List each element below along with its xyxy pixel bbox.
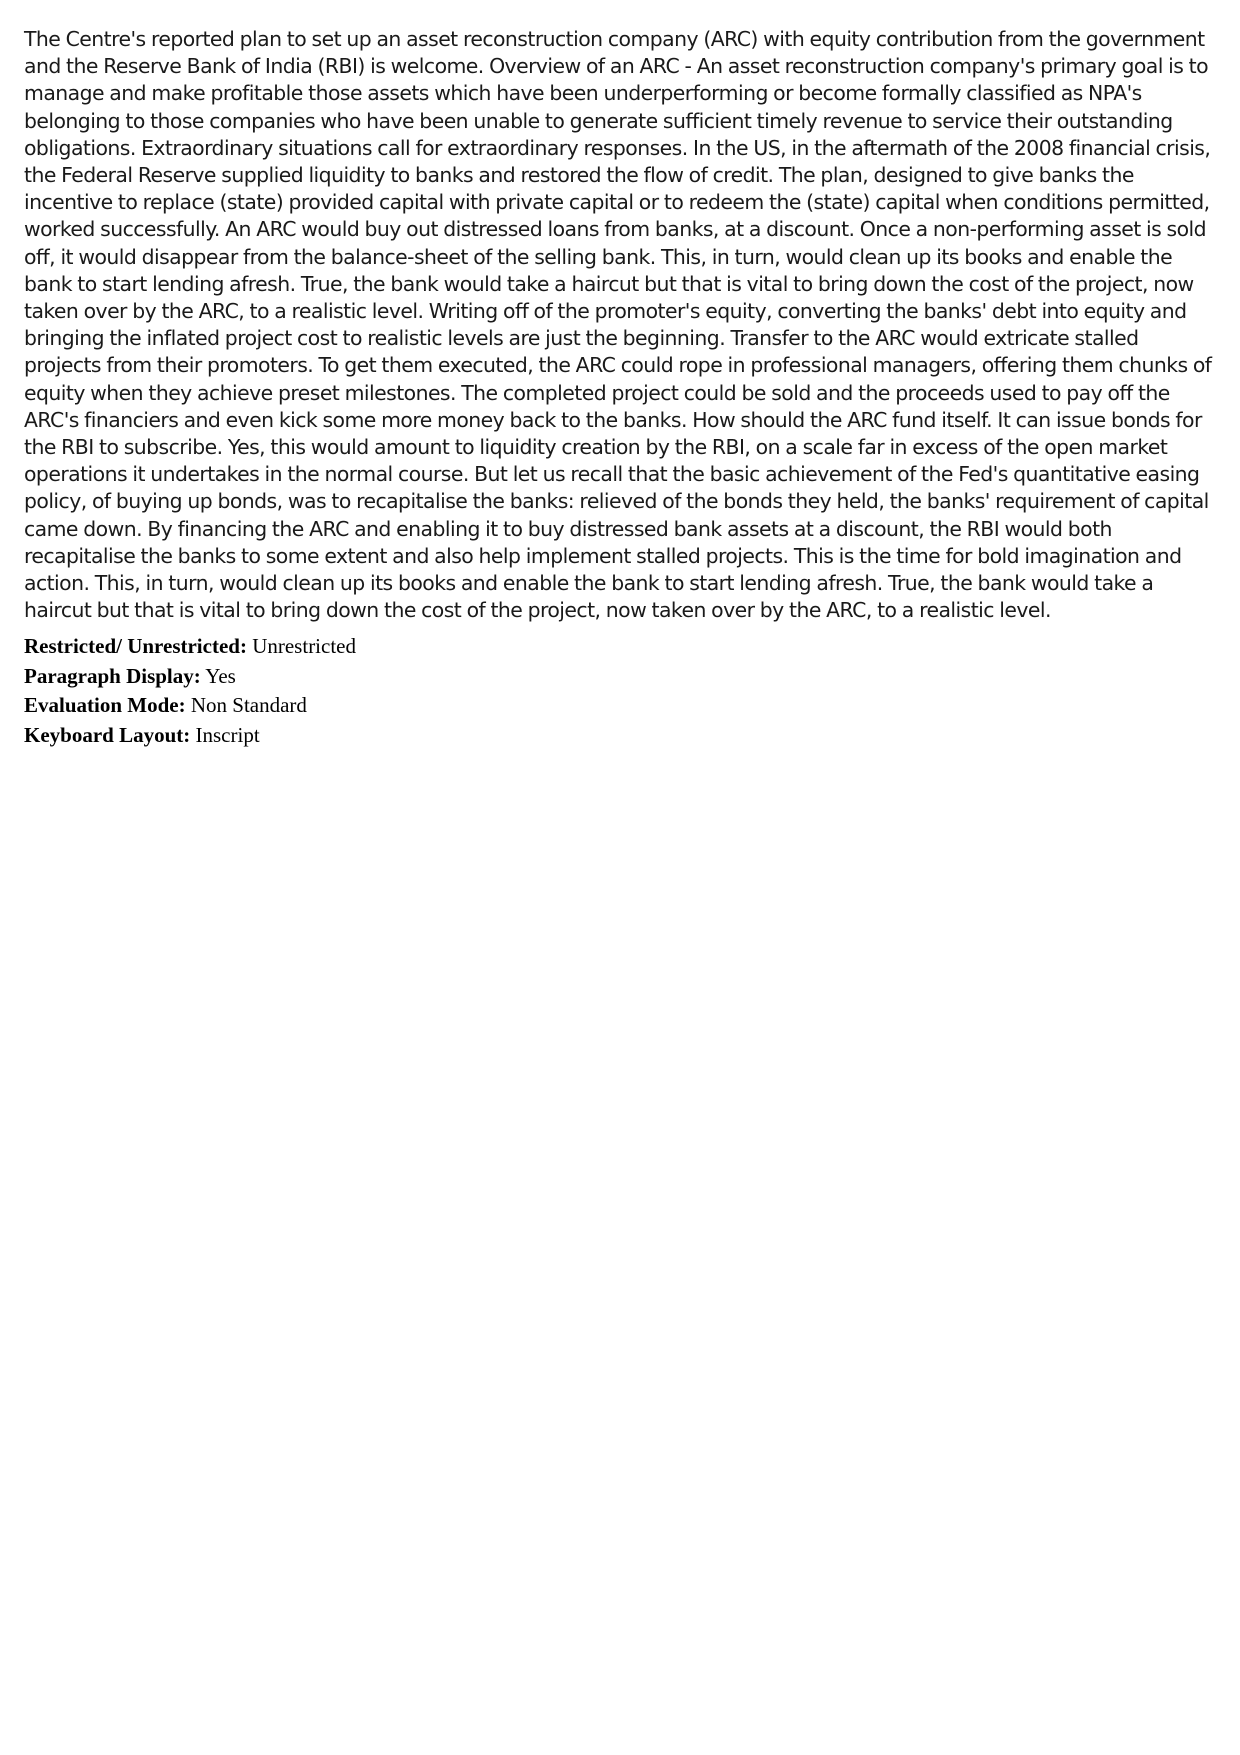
meta-paragraph-display-value: Yes: [205, 663, 236, 688]
meta-restricted: [24, 632, 1216, 662]
metadata-list: [24, 632, 1216, 750]
meta-paragraph-display: [24, 662, 1216, 692]
meta-paragraph-display-label: Paragraph Display:: [24, 663, 201, 688]
meta-evaluation-mode-value: Non Standard: [190, 693, 307, 718]
meta-keyboard-layout: [24, 721, 1216, 751]
passage-text: The Centre's reported plan to set up an asset reconstruction company (ARC) with equity contribution from the government and the Reserve Bank of India (RBI) is welcome. Overview of an ARC - An asset reconstruction company's primary goal is to manage and make profitable those assets which have been underperforming or become formally classified as NPA's belonging to those companies who have been unable to generate sufficient timely revenue to service their outstanding obligations. Extraordinary situations call for extraordinary responses. In the US, in the aftermath of the 2008 financial crisis, the Federal Reserve supplied liquidity to banks and restored the flow of credit. The plan, designed to give banks the incentive to replace (state) provided capital with private capital or to redeem the (state) capital when conditions permitted, worked successfully. An ARC would buy out distressed loans from banks, at a discount. Once a non-performing asset is sold off, it would disappear from the balance-sheet of the selling bank. This, in turn, would clean up its books and enable the bank to start lending afresh. True, the bank would take a haircut but that is vital to bring down the cost of the project, now taken over by the ARC, to a realistic level. Writing off of the promoter's equity, converting the banks' debt into equity and bringing the inflated project cost to realistic levels are just the beginning. Transfer to the ARC would extricate stalled projects from their promoters. To get them executed, the ARC could rope in professional managers, offering them chunks of equity when they achieve preset milestones. The completed project could be sold and the proceeds used to pay off the ARC's financiers and even kick some more money back to the banks. How should the ARC fund itself. It can issue bonds for the RBI to subscribe. Yes, this would amount to liquidity creation by the RBI, on a scale far in excess of the open market operations it undertakes in the normal course. But let us recall that the basic achievement of the Fed's quantitative easing policy, of buying up bonds, was to recapitalise the banks: relieved of the bonds they held, the banks' requirement of capital came down. By financing the ARC and enabling it to buy distressed bank assets at a discount, the RBI would both recapitalise the banks to some extent and also help implement stalled projects. This is the time for bold imagination and action. This, in turn, would clean up its books and enable the bank to start lending afresh. True, the bank would take a haircut but that is vital to bring down the cost of the project, now taken over by the ARC, to a realistic level.: [24, 27, 1212, 623]
meta-evaluation-mode-label: Evaluation Mode:: [24, 693, 186, 718]
meta-keyboard-layout-value: Inscript: [195, 722, 260, 747]
meta-evaluation-mode: [24, 691, 1216, 721]
meta-restricted-label: Restricted/ Unrestricted:: [24, 634, 247, 659]
meta-keyboard-layout-label: Keyboard Layout:: [24, 722, 191, 747]
document-page: [24, 26, 1216, 750]
meta-restricted-value: Unrestricted: [252, 634, 356, 659]
